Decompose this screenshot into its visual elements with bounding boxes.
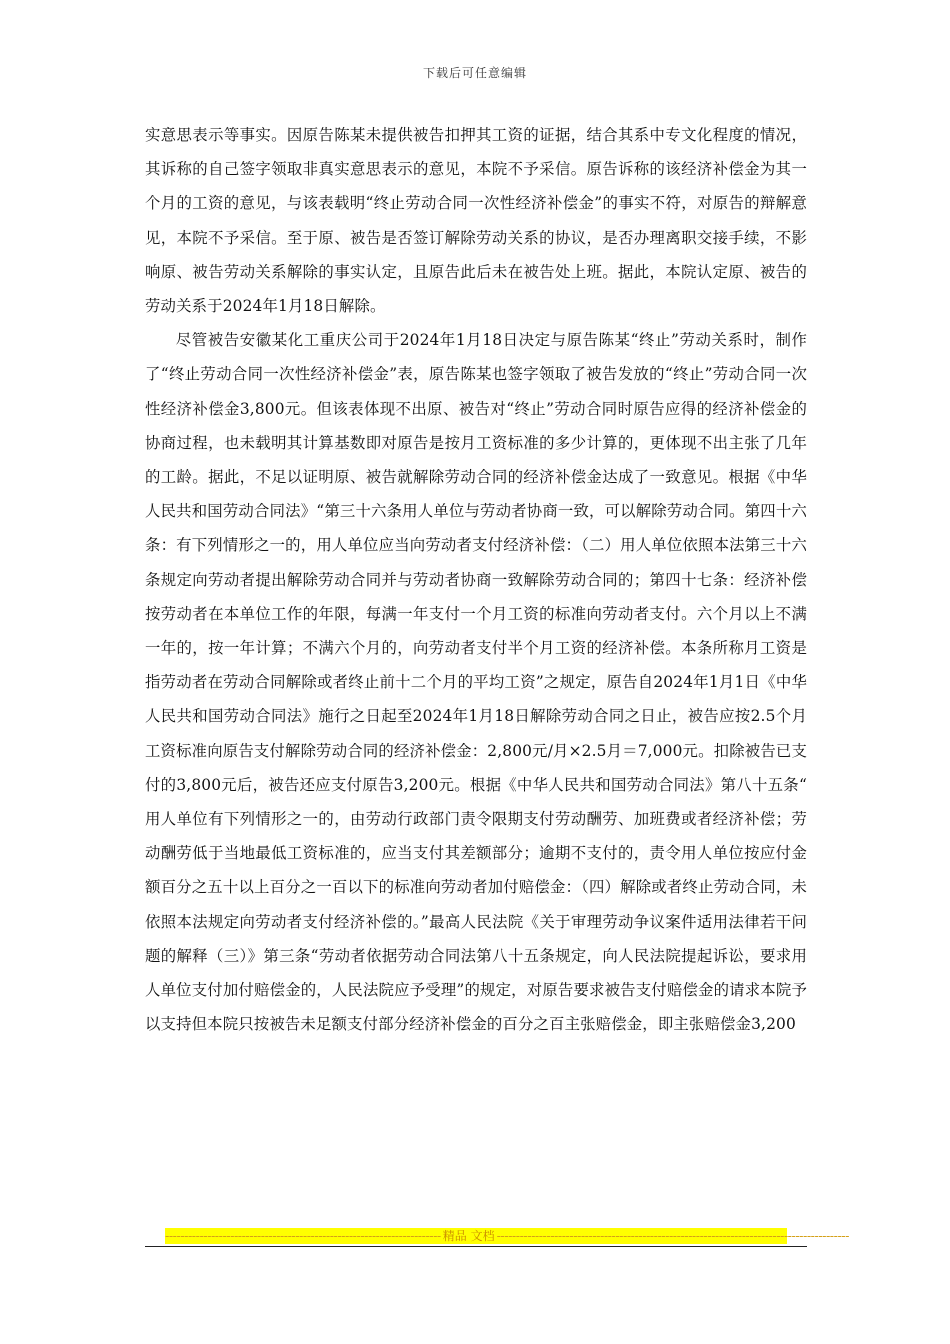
footer-dashes-left: ------------------------------------------------------------------------ — [165, 1229, 441, 1243]
footer-rule — [145, 1246, 807, 1247]
document-body — [145, 118, 807, 1041]
paragraph-continued: 实意思表示等事实。因原告陈某未提供被告扣押其工资的证据，结合其系中专文化程度的情况，其诉称的自己签字领取非真实意思表示的意见，本院不予采信。原告诉称的该经济补偿金为其一个月的工资的意见，与该表载明“终止劳动合同一次性经济补偿金”的事实不符，对原告的辩解意见，本院不予采信。至于原、被告是否签订解除劳动关系的协议，是否办理离职交接手续，不影响原、被告劳动关系解除的事实认定，且原告此后未在被告处上班。据此，本院认定原、被告的劳动关系于2024年1月18日解除。 — [145, 126, 807, 316]
header-note: 下载后可任意编辑 — [422, 66, 527, 80]
footer-dashes-right: -------------------------------------------------------------------------------------------- — [496, 1229, 849, 1243]
footer-watermark-band — [165, 1228, 849, 1244]
paragraph-compensation: 尽管被告安徽某化工重庆公司于2024年1月18日决定与原告陈某“终止”劳动关系时，制作了“终止劳动合同一次性经济补偿金”表，原告陈某也签字领取了被告发放的“终止”劳动合同一次性经济补偿金3,800元。但该表体现不出原、被告对“终止”劳动合同时原告应得的经济补偿金的协商过程，也未载明其计算基数即对原告是按月工资标准的多少计算的，更体现不出主张了几年的工龄。据此，不足以证明原、被告就解除劳动合同的经济补偿金达成了一致意见。根据《中华人民共和国劳动合同法》“第三十六条用人单位与劳动者协商一致，可以解除劳动合同。第四十六条：有下列情形之一的，用人单位应当向劳动者支付经济补偿：（二）用人单位依照本法第三十六条规定向劳动者提出解除劳动合同并与劳动者协商一致解除劳动合同的；第四十七条：经济补偿按劳动者在本单位工作的年限，每满一年支付一个月工资的标准向劳动者支付。六个月以上不满一年的，按一年计算；不满六个月的，向劳动者支付半个月工资的经济补偿。本条所称月工资是指劳动者在劳动合同解除或者终止前十二个月的平均工资”之规定，原告自2024年1月1日《中华人民共和国劳动合同法》施行之日起至2024年1月18日解除劳动合同之日止，被告应按2.5个月工资标准向原告支付解除劳动合同的经济补偿金：2,800元/月×2.5月＝7,000元。扣除被告已支付的3,800元后，被告还应支付原告3,200元。根据《中华人民共和国劳动合同法》第八十五条“ 用人单位有下列情形之一的，由劳动行政部门责令限期支付劳动酬劳、加班费或者经济补偿；劳动酬劳低于当地最低工资标准的，应当支付其差额部分；逾期不支付的，责令用人单位按应付金额百分之五十以上百分之一百以下的标准向劳动者加付赔偿金：（四）解除或者终止劳动合同，未依照本法规定向劳动者支付经济补偿的。”最高人民法院《关于审理劳动争议案件适用法律若干问题的解释（三）》第三条“劳动者依据劳动合同法第八十五条规定，向人民法院提起诉讼，要求用人单位支付加付赔偿金的，人民法院应予受理”的规定，对原告要求被告支付赔偿金的请求本院予以支持但本院只按被告未足额支付部分经济补偿金的百分之百主张赔偿金，即主张赔偿金3,200 — [145, 331, 807, 1034]
footer-label: 精品 文档 — [442, 1229, 495, 1243]
